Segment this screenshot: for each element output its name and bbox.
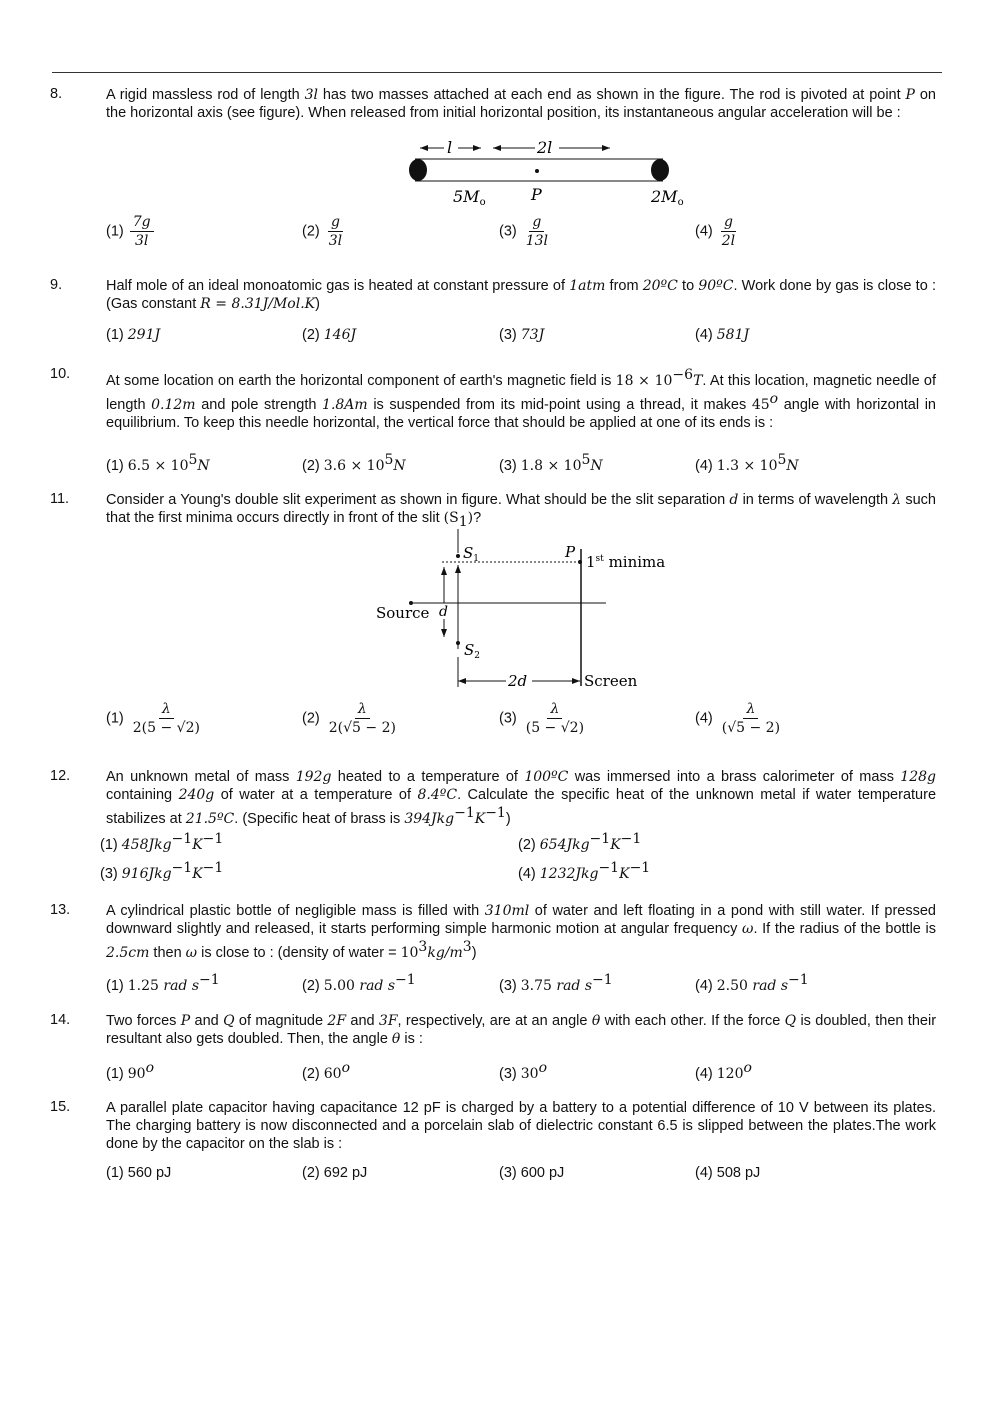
source-label: Source	[376, 604, 430, 622]
ydse-figure	[370, 529, 690, 693]
s1-label: $S_1$	[463, 544, 480, 564]
question-text: Half mole of an ideal monoatomic gas is heated at constant pressure of 1atm from 20ºC to 90ºC. Work done by gas is close to :(Gas constant R = 8.31J/Mol.K)	[106, 278, 936, 312]
options	[106, 452, 936, 482]
option-3[interactable]: (3) 30$^o$	[499, 1060, 548, 1082]
option-2[interactable]: (2) 692 pJ	[302, 1165, 368, 1181]
options	[106, 1165, 936, 1195]
option-4[interactable]: (4) $\frac{g}{2l}$	[695, 214, 736, 249]
options	[106, 327, 936, 357]
options	[106, 214, 936, 249]
s2-label: $S_2$	[464, 641, 481, 661]
question-text: At some location on earth the horizontal component of earth's magnetic field is $18 \times 10^{-6}T$. At this location, magnetic needle of length 0.12m and pole strength 1.8Am is suspended from its mid-point using a thread, it makes 45$^o$ angle with horizontal in equilibrium. To keep this needle horizontal, the vertical force that should be applied at one of its ends is :	[106, 367, 936, 431]
question-text: A cylindrical plastic bottle of negligible mass is filled with 310ml of water and left floating in a pond with still water. If pressed downward slightly and released, it starts performing simple harmonic motion at angular frequency ω. If the radius of the bottle is 2.5cm then ω is close to : (density of water = $10^3kg/m^3$)	[106, 903, 936, 961]
option-3[interactable]: (3) $\frac{g}{13l}$	[499, 214, 549, 249]
p-label: P	[565, 543, 576, 561]
length-right-label: 2l	[537, 138, 553, 157]
length-left-label: l	[447, 138, 453, 157]
question-number: 12.	[50, 768, 71, 784]
option-1[interactable]: (1) 291J	[106, 327, 161, 343]
options	[100, 831, 930, 891]
option-1[interactable]: (1) 560 pJ	[106, 1165, 172, 1181]
question-number: 15.	[50, 1099, 71, 1115]
question-text: A rigid massless rod of length 3l has two masses attached at each end as shown in the figure. The rod is pivoted at point P on the horizontal axis (see figure). When released from initial horizontal position, its instantaneous angular acceleration will be :	[106, 87, 936, 121]
option-4[interactable]: (4) 508 pJ	[695, 1165, 761, 1181]
rod-figure	[395, 136, 684, 208]
question-text: A parallel plate capacitor having capacitance 12 pF is charged by a battery to a potential difference of 10 V between its plates. The charging battery is now disconnected and a porcelain slab of dielectric constant 6.5 is slipped between the plates.The work done by the capacitor on the slab is :	[106, 1100, 936, 1152]
question-number: 10.	[50, 366, 71, 382]
question-number: 13.	[50, 902, 71, 918]
option-1[interactable]: (1) $\frac{7g}{3l}$	[106, 214, 154, 249]
option-2[interactable]: (2) $3.6 \times 10^5N$	[302, 452, 406, 474]
d-label: d	[439, 604, 448, 620]
option-2[interactable]: (2) 146J	[302, 327, 357, 343]
option-2[interactable]: (2) 60$^o$	[302, 1060, 351, 1082]
mass-left	[409, 159, 427, 181]
mass-right	[651, 159, 669, 181]
option-3[interactable]: (3) $916Jkg^{-1}K^{-1}$	[100, 860, 224, 882]
option-4[interactable]: (4) $\frac{\lambda}{(√5 - 2)}$	[695, 701, 781, 736]
option-2[interactable]: (2) 5.00 rad $s^{-1}$	[302, 972, 416, 994]
option-1[interactable]: (1) 1.25 rad $s^{-1}$	[106, 972, 220, 994]
option-1[interactable]: (1) 90$^o$	[106, 1060, 155, 1082]
option-3[interactable]: (3) $1.8 \times 10^5N$	[499, 452, 603, 474]
question-text: Two forces P and Q of magnitude 2F and 3F, respectively, are at an angle θ with each other. If the force Q is doubled, then their resultant also gets doubled. Then, the angle θ is :	[106, 1013, 937, 1047]
option-3[interactable]: (3) 73J	[499, 327, 545, 343]
pivot-label: P	[531, 185, 542, 204]
options	[106, 972, 936, 1002]
option-2[interactable]: (2) $\frac{g}{3l}$	[302, 214, 343, 249]
two-d-label: 2d	[508, 672, 528, 690]
option-3[interactable]: (3) 3.75 rad $s^{-1}$	[499, 972, 613, 994]
minima-label: 1st minima	[586, 553, 666, 571]
option-3[interactable]: (3) $\frac{\lambda}{(5 - √2)}$	[499, 701, 585, 736]
option-4[interactable]: (4) $1.3 \times 10^5N$	[695, 452, 799, 474]
mass-left-label: 5Mo	[453, 187, 486, 208]
question-number: 11.	[50, 491, 70, 507]
option-1[interactable]: (1) $6.5 \times 10^5N$	[106, 452, 210, 474]
mass-right-label: 2Mo	[651, 187, 684, 208]
option-3[interactable]: (3) 600 pJ	[499, 1165, 565, 1181]
option-4[interactable]: (4) 2.50 rad $s^{-1}$	[695, 972, 809, 994]
option-1[interactable]: (1) $\frac{\lambda}{2(5 - √2)}$	[106, 701, 200, 736]
option-1[interactable]: (1) $458Jkg^{-1}K^{-1}$	[100, 831, 224, 853]
question-number: 9.	[50, 277, 63, 293]
question-text: Consider a Young's double slit experiment as shown in figure. What should be the slit separation d in terms of wavelength λ such that the first minima occurs directly in front of the slit $(S_1)$?	[106, 492, 936, 530]
header-rule	[52, 72, 942, 73]
option-4[interactable]: (4) 581J	[695, 327, 750, 343]
option-4[interactable]: (4) 120$^o$	[695, 1060, 752, 1082]
question-number: 14.	[50, 1012, 71, 1028]
pivot-point	[535, 169, 539, 173]
question-text: An unknown metal of mass 192g heated to a temperature of 100ºC was immersed into a brass calorimeter of mass 128g containing 240g of water at a temperature of 8.4ºC. Calculate the specific heat of the unknown metal if water temperature stabilizes at 21.5ºC. (Specific heat of brass is $394Jkg^{-1}K^{-1}$)	[106, 769, 937, 827]
option-2[interactable]: (2) $\frac{\lambda}{2(√5 - 2)}$	[302, 701, 396, 736]
option-2[interactable]: (2) $654Jkg^{-1}K^{-1}$	[518, 831, 642, 853]
options	[106, 1060, 936, 1090]
question-number: 8.	[50, 86, 63, 102]
option-4[interactable]: (4) $1232Jkg^{-1}K^{-1}$	[518, 860, 651, 882]
screen-label: Screen	[584, 672, 638, 690]
options	[106, 701, 936, 749]
